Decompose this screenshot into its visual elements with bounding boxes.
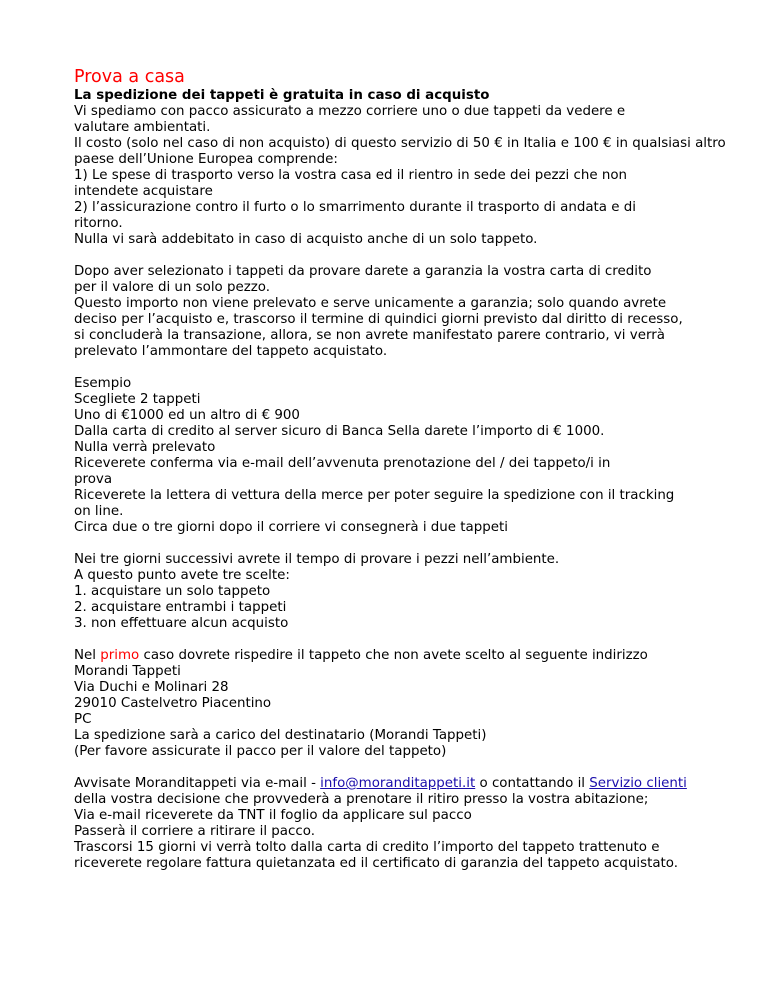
choices-line: 1. acquistare un solo tappeto [74,584,271,599]
final-line: riceverete regolare fattura quietanzata ed il certificato di garanzia del tappeto acquistato. [74,856,679,871]
example-line: Riceverete la lettera di vettura della merce per poter seguire la spedizione con il tracking [74,488,675,503]
final-line-middle: o contattando il [475,776,590,791]
document-body [74,66,726,872]
intro-line: valutare ambientati. [74,120,211,135]
intro-line: Vi spediamo con pacco assicurato a mezzo corriere uno o due tappeti da vedere e [74,104,626,119]
intro-line: Il costo (solo nel caso di non acquisto) di questo servizio di 50 € in Italia e 100 € in qualsiasi altro [74,136,726,151]
guarantee-line: prelevato l’ammontare del tappeto acquistato. [74,344,388,359]
final-line: Trascorsi 15 giorni vi verrà tolto dalla carta di credito l’importo del tappeto trattenuto e [74,840,660,855]
choices-line: 2. acquistare entrambi i tappeti [74,600,287,615]
intro-line: paese dell’Unione Europea comprende: [74,152,338,167]
guarantee-paragraph [74,264,714,360]
final-paragraph [74,776,714,872]
paragraph-gap [74,760,714,776]
address-line: PC [74,712,92,727]
page-title: Prova a casa [74,67,185,87]
example-line: Scegliete 2 tappeti [74,392,201,407]
paragraph-gap [74,248,714,264]
choices-line: 3. non effettuare alcun acquisto [74,616,289,631]
final-line: della vostra decisione che provvederà a prenotare il ritiro presso la vostra abitazione; [74,792,649,807]
final-line: Via e-mail riceverete da TNT il foglio da applicare sul pacco [74,808,472,823]
choices-line: Nei tre giorni successivi avrete il tempo di provare i pezzi nell’ambiente. [74,552,560,567]
example-line: Dalla carta di credito al server sicuro di Banca Sella darete l’importo di € 1000. [74,424,605,439]
customer-service-link[interactable]: Servizio clienti [589,776,687,791]
guarantee-line: Dopo aver selezionato i tappeti da provare darete a garanzia la vostra carta di credito [74,264,652,279]
final-line-before: Avvisate Moranditappeti via e-mail - [74,776,321,791]
address-line: 29010 Castelvetro Piacentino [74,696,272,711]
example-line: Esempio [74,376,132,391]
choices-paragraph [74,552,714,632]
example-line: Nulla verrà prelevato [74,440,216,455]
example-paragraph [74,376,714,536]
intro-line: 2) l’assicurazione contro il furto o lo smarrimento durante il trasporto di andata e di [74,200,636,215]
address-line: Morandi Tappeti [74,664,181,679]
intro-line: Nulla vi sarà addebitato in caso di acquisto anche di un solo tappeto. [74,232,538,247]
guarantee-line: deciso per l’acquisto e, trascorso il termine di quindici giorni previsto dal diritto di recesso, [74,312,683,327]
return-intro-highlight: primo [100,648,140,663]
paragraph-gap [74,632,714,648]
guarantee-line: si concluderà la transazione, allora, se non avrete manifestato parere contrario, vi verrà [74,328,665,343]
return-paragraph [74,648,714,760]
guarantee-line: Questo importo non viene prelevato e serve unicamente a garanzia; solo quando avrete [74,296,667,311]
page-subtitle: La spedizione dei tappeti è gratuita in caso di acquisto [74,88,490,103]
return-intro-after: caso dovrete rispedire il tappeto che non avete scelto al seguente indirizzo [139,648,648,663]
example-line: prova [74,472,113,487]
intro-line: intendete acquistare [74,184,213,199]
address-line: Via Duchi e Molinari 28 [74,680,229,695]
example-line: Riceverete conferma via e-mail dell’avvenuta prenotazione del / dei tappeto/i in [74,456,611,471]
return-intro-before: Nel [74,648,101,663]
final-line: Passerà il corriere a ritirare il pacco. [74,824,315,839]
paragraph-gap [74,360,714,376]
paragraph-gap [74,536,714,552]
return-note-line: (Per favore assicurate il pacco per il valore del tappeto) [74,744,447,759]
return-intro-line [74,648,714,664]
example-line: Uno di €1000 ed un altro di € 900 [74,408,300,423]
return-note-line: La spedizione sarà a carico del destinatario (Morandi Tappeti) [74,728,487,743]
example-line: Circa due o tre giorni dopo il corriere vi consegnerà i due tappeti [74,520,508,535]
final-contact-line [74,776,714,792]
intro-paragraph [74,104,726,248]
guarantee-line: per il valore di un solo pezzo. [74,280,271,295]
intro-line: ritorno. [74,216,123,231]
choices-line: A questo punto avete tre scelte: [74,568,290,583]
example-line: on line. [74,504,124,519]
intro-line: 1) Le spese di trasporto verso la vostra casa ed il rientro in sede dei pezzi che non [74,168,628,183]
email-link[interactable]: info@moranditappeti.it [320,776,476,791]
